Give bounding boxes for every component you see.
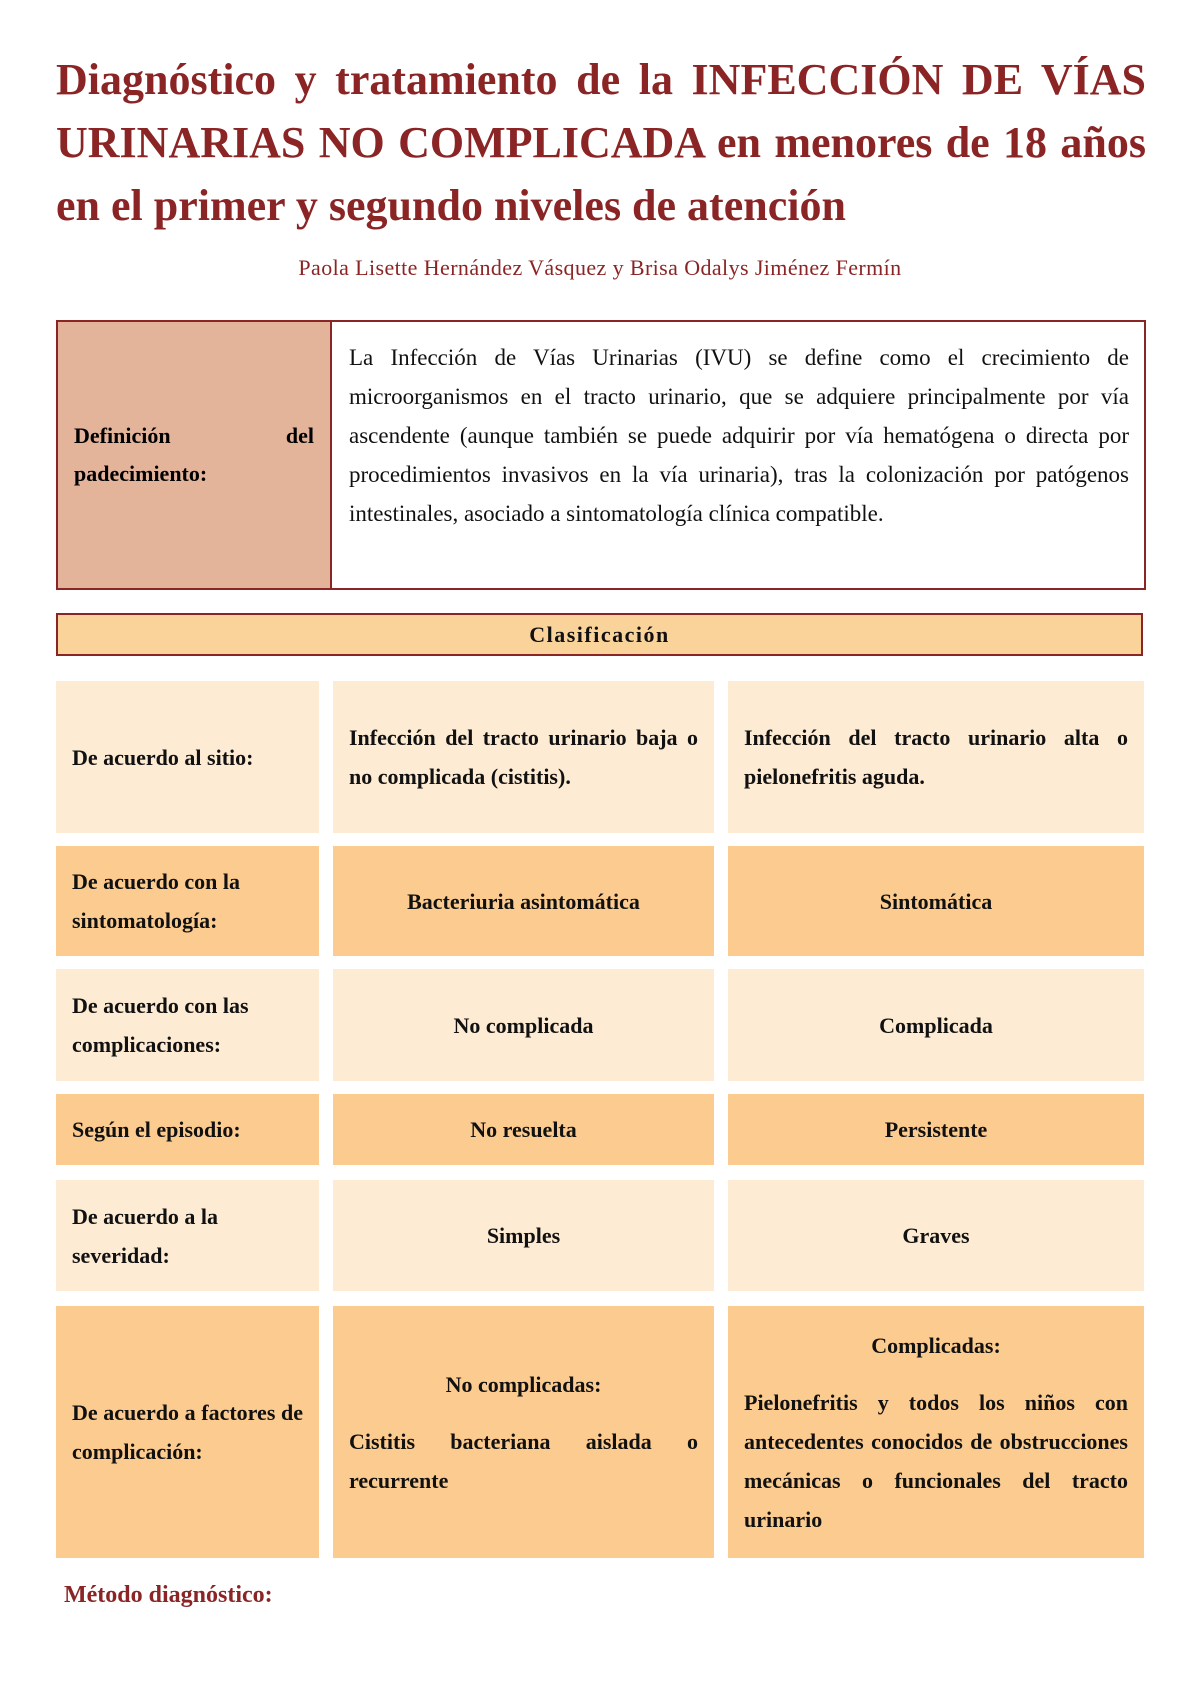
row-value: Graves [728, 1180, 1144, 1291]
row-value: No complicada [333, 969, 714, 1081]
row-label: De acuerdo a factores de complicación: [56, 1306, 319, 1558]
row-value: Sintomática [728, 846, 1144, 956]
section-heading: Método diagnóstico: [64, 1582, 273, 1608]
row-value [333, 1306, 714, 1558]
definition-label: Definición del padecimiento: [58, 322, 332, 588]
row-value: Simples [333, 1180, 714, 1291]
no-complicadas-text: Cistitis bacteriana aislada o recurrente [349, 1428, 698, 1493]
row-label: De acuerdo con la sintomatología: [56, 846, 319, 956]
row-value: Infección del tracto urinario baja o no complicada (cistitis). [333, 681, 714, 833]
row-label: De acuerdo al sitio: [56, 681, 319, 833]
row-value: Persistente [728, 1094, 1144, 1165]
complicadas-text: Pielonefritis y todos los niños con antecedentes conocidos de obstrucciones mecánicas o funcionales del tracto urinario [744, 1389, 1128, 1532]
row-value: Bacteriuria asintomática [333, 846, 714, 956]
complicadas-title: Complicadas: [871, 1332, 1001, 1358]
definition-box [56, 320, 1146, 590]
document-title: Diagnóstico y tratamiento de la INFECCIÓN DE VÍAS URINARIAS NO COMPLICADA en menores de 18 años en el primer y segundo niveles de atención [56, 55, 1146, 230]
row-value: No resuelta [333, 1094, 714, 1165]
row-value: Complicada [728, 969, 1144, 1081]
no-complicadas-title: No complicadas: [445, 1371, 602, 1397]
row-value: Infección del tracto urinario alta o pielonefritis aguda. [728, 681, 1144, 833]
authors: Paola Lisette Hernández Vásquez y Brisa Odalys Jiménez Fermín [298, 255, 902, 280]
classification-header: Clasificación [56, 613, 1143, 656]
row-label: De acuerdo a la severidad: [56, 1180, 319, 1291]
row-label: Según el episodio: [56, 1094, 319, 1165]
definition-text: La Infección de Vías Urinarias (IVU) se define como el crecimiento de microorganismos en el tracto urinario, que se adquiere principalmente por vía ascendente (aunque también se puede adquirir por vía hematógena o directa por procedimientos invasivos en la vía urinaria), tras la colonización por patógenos intestinales, asociado a sintomatología clínica compatible. [349, 345, 1129, 526]
row-label: De acuerdo con las complicaciones: [56, 969, 319, 1081]
row-value [728, 1306, 1144, 1558]
